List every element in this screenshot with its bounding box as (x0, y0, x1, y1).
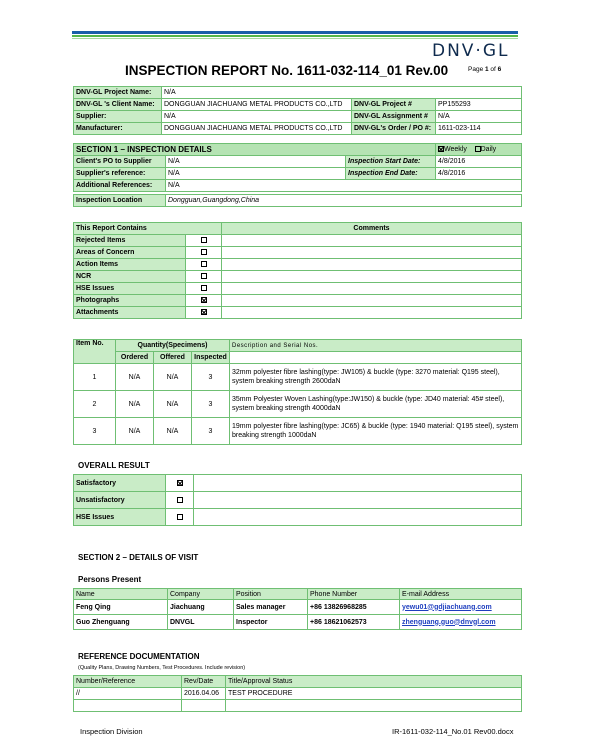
contains-item-label: Areas of Concern (74, 247, 186, 259)
overall-row (74, 509, 522, 526)
item-no: 1 (74, 364, 116, 391)
contains-row (74, 307, 522, 319)
overall-label: Satisfactory (74, 475, 166, 492)
contains-row (74, 259, 522, 271)
overall-checkbox[interactable] (177, 480, 183, 486)
person-company: Jiachuang (168, 600, 234, 615)
contains-item-label: Attachments (74, 307, 186, 319)
supplier-ref-value: N/A (166, 168, 346, 180)
person-row (74, 600, 522, 615)
item-no-header: Item No. (74, 340, 116, 364)
refdoc-blank-cell (226, 700, 522, 712)
person-email-link[interactable]: yewu01@gdjiachuang.com (402, 603, 492, 611)
contains-row (74, 247, 522, 259)
contains-item-label: NCR (74, 271, 186, 283)
contains-checkbox-cell (186, 247, 222, 259)
header-stripe-lightgreen (72, 38, 518, 39)
persons-header-cell: E-mail Address (400, 589, 522, 600)
order-label: DNV-GL's Order / PO #: (352, 123, 436, 135)
contains-checkbox[interactable] (201, 249, 207, 255)
item-row (74, 391, 522, 418)
refdoc-row (74, 688, 522, 700)
overall-row (74, 492, 522, 509)
daily-checkbox[interactable] (475, 146, 481, 152)
overall-result-table (73, 474, 522, 526)
frequency-options (436, 144, 522, 156)
overall-comment-cell (194, 509, 522, 526)
assignment-label: DNV-GL Assignment # (352, 111, 436, 123)
project-name-label: DNV-GL Project Name: (74, 87, 162, 99)
overall-comment-cell (194, 492, 522, 509)
persons-header-row (74, 589, 522, 600)
refdoc-blank-row (74, 700, 522, 712)
overall-result-title: OVERALL RESULT (78, 461, 150, 470)
contains-checkbox-cell (186, 259, 222, 271)
overall-row (74, 475, 522, 492)
client-po-value: N/A (166, 156, 346, 168)
persons-header-cell: Phone Number (308, 589, 400, 600)
refdoc-rev: 2016.04.06 (182, 688, 226, 700)
daily-label: Daily (480, 146, 497, 153)
ordered-header: Ordered (116, 352, 154, 364)
section2-title: SECTION 2 – DETAILS OF VISIT (78, 553, 199, 562)
location-label: Inspection Location (74, 195, 166, 207)
item-offered: N/A (154, 391, 192, 418)
overall-checkbox[interactable] (177, 497, 183, 503)
person-email-cell (400, 615, 522, 630)
header-stripe-blue (72, 31, 518, 34)
project-no-label: DNV-GL Project # (352, 99, 436, 111)
item-row (74, 364, 522, 391)
overall-label: Unsatisfactory (74, 492, 166, 509)
refdoc-table (73, 675, 522, 712)
add-ref-value: N/A (166, 180, 522, 192)
description-subheader (230, 352, 522, 364)
item-offered: N/A (154, 364, 192, 391)
item-inspected: 3 (192, 364, 230, 391)
supplier-ref-label: Supplier's reference: (74, 168, 166, 180)
contains-checkbox-cell (186, 271, 222, 283)
start-date-label: Inspection Start Date: (346, 156, 436, 168)
project-name-value: N/A (162, 87, 522, 99)
persons-table (73, 588, 522, 630)
weekly-checkbox[interactable] (438, 146, 444, 152)
item-row (74, 418, 522, 445)
person-position: Sales manager (234, 600, 308, 615)
refdoc-header-cell: Number/Reference (74, 676, 182, 688)
quantity-header: Quantity(Specimens) (116, 340, 230, 352)
contains-item-label: Photographs (74, 295, 186, 307)
add-ref-label: Additional References: (74, 180, 166, 192)
refdoc-title-cell: TEST PROCEDURE (226, 688, 522, 700)
persons-header-cell: Name (74, 589, 168, 600)
contains-comment-cell (222, 295, 522, 307)
contains-checkbox-cell (186, 235, 222, 247)
contains-checkbox[interactable] (201, 309, 207, 315)
item-ordered: N/A (116, 391, 154, 418)
persons-header-cell: Company (168, 589, 234, 600)
offered-header: Offered (154, 352, 192, 364)
contains-item-label: Rejected Items (74, 235, 186, 247)
section1-title: SECTION 1 – INSPECTION DETAILS (74, 144, 436, 156)
person-position: Inspector (234, 615, 308, 630)
persons-present-title: Persons Present (78, 575, 142, 584)
item-ordered: N/A (116, 364, 154, 391)
contains-row (74, 295, 522, 307)
client-name-value: DONGGUAN JIACHUANG METAL PRODUCTS CO.,LTD (162, 99, 352, 111)
contains-comment-cell (222, 283, 522, 295)
person-email-cell (400, 600, 522, 615)
contains-checkbox-cell (186, 295, 222, 307)
manufacturer-value: DONGGUAN JIACHUANG METAL PRODUCTS CO.,LTD (162, 123, 352, 135)
project-no-value: PP155293 (436, 99, 522, 111)
comments-header: Comments (222, 223, 522, 235)
person-row (74, 615, 522, 630)
contains-comment-cell (222, 247, 522, 259)
order-value: 1611-023-114 (436, 123, 522, 135)
contains-comment-cell (222, 259, 522, 271)
item-inspected: 3 (192, 418, 230, 445)
item-description: 35mm Polyester Woven Lashing(type:JW150) & buckle (type: JD40 material: 45# steel), system breaking strength 4000daN (230, 391, 522, 418)
start-date-value: 4/8/2016 (436, 156, 522, 168)
contains-checkbox-cell (186, 283, 222, 295)
description-header: Description and Serial Nos. (230, 340, 522, 352)
refdoc-header-row (74, 676, 522, 688)
end-date-value: 4/8/2016 (436, 168, 522, 180)
contains-item-label: HSE Issues (74, 283, 186, 295)
refdoc-header-cell: Title/Approval Status (226, 676, 522, 688)
person-company: DNVGL (168, 615, 234, 630)
weekly-label: Weekly (444, 146, 467, 153)
client-po-label: Client's PO to Supplier (74, 156, 166, 168)
item-ordered: N/A (116, 418, 154, 445)
person-name: Guo Zhenguang (74, 615, 168, 630)
contains-item-label: Action Items (74, 259, 186, 271)
contains-header: This Report Contains (74, 223, 222, 235)
report-contains-table (73, 222, 522, 319)
person-email-link[interactable]: zhenguang.guo@dnvgl.com (402, 618, 496, 626)
assignment-value: N/A (436, 111, 522, 123)
header-stripe-green (72, 35, 518, 37)
refdoc-ref: // (74, 688, 182, 700)
overall-checkbox[interactable] (177, 514, 183, 520)
contains-checkbox[interactable] (201, 237, 207, 243)
contains-checkbox-cell (186, 307, 222, 319)
overall-checkbox-cell (166, 509, 194, 526)
refdoc-title: REFERENCE DOCUMENTATION (78, 652, 200, 661)
person-phone: +86 18621062573 (308, 615, 400, 630)
inspected-header: Inspected (192, 352, 230, 364)
manufacturer-label: Manufacturer: (74, 123, 162, 135)
contains-row (74, 283, 522, 295)
refdoc-subtitle: (Quality Plans, Drawing Numbers, Test Procedures. Include revision) (78, 665, 246, 671)
contains-comment-cell (222, 235, 522, 247)
person-phone: +86 13826968285 (308, 600, 400, 615)
overall-comment-cell (194, 475, 522, 492)
contains-checkbox[interactable] (201, 297, 207, 303)
item-no: 3 (74, 418, 116, 445)
item-description: 32mm polyester fibre lashing(type: JW105) & buckle (type: 3270 material: Q195 steel), system breaking strength 2600daN (230, 364, 522, 391)
contains-comment-cell (222, 271, 522, 283)
end-date-label: Inspection End Date: (346, 168, 436, 180)
section1-table (73, 143, 522, 207)
contains-row (74, 271, 522, 283)
contains-checkbox[interactable] (201, 285, 207, 291)
item-offered: N/A (154, 418, 192, 445)
report-title: INSPECTION REPORT No. 1611-032-114_01 Rev.00 (125, 63, 449, 78)
person-name: Feng Qing (74, 600, 168, 615)
contains-row (74, 235, 522, 247)
overall-checkbox-cell (166, 492, 194, 509)
overall-label: HSE Issues (74, 509, 166, 526)
contains-comment-cell (222, 307, 522, 319)
overall-checkbox-cell (166, 475, 194, 492)
contains-checkbox[interactable] (201, 261, 207, 267)
header-info-table (73, 86, 522, 135)
item-no: 2 (74, 391, 116, 418)
contains-checkbox[interactable] (201, 273, 207, 279)
item-inspected: 3 (192, 391, 230, 418)
refdoc-blank-cell (74, 700, 182, 712)
footer-left: Inspection Division (80, 727, 143, 736)
refdoc-header-cell: Rev/Date (182, 676, 226, 688)
footer-right: IR-1611-032-114_No.01 Rev00.docx (392, 727, 514, 736)
page-number: Page 1 of 6 (468, 66, 502, 73)
client-name-label: DNV-GL 's Client Name: (74, 99, 162, 111)
items-table (73, 339, 522, 445)
location-value: Dongguan,Guangdong,China (166, 195, 522, 207)
persons-header-cell: Position (234, 589, 308, 600)
item-description: 19mm polyester fibre lashing(type: JC65) & buckle (type: 1940 material: Q195 steel), system breaking strength 1000daN (230, 418, 522, 445)
refdoc-blank-cell (182, 700, 226, 712)
dnvgl-logo: DNV·GL (432, 41, 510, 61)
supplier-value: N/A (162, 111, 352, 123)
supplier-label: Supplier: (74, 111, 162, 123)
